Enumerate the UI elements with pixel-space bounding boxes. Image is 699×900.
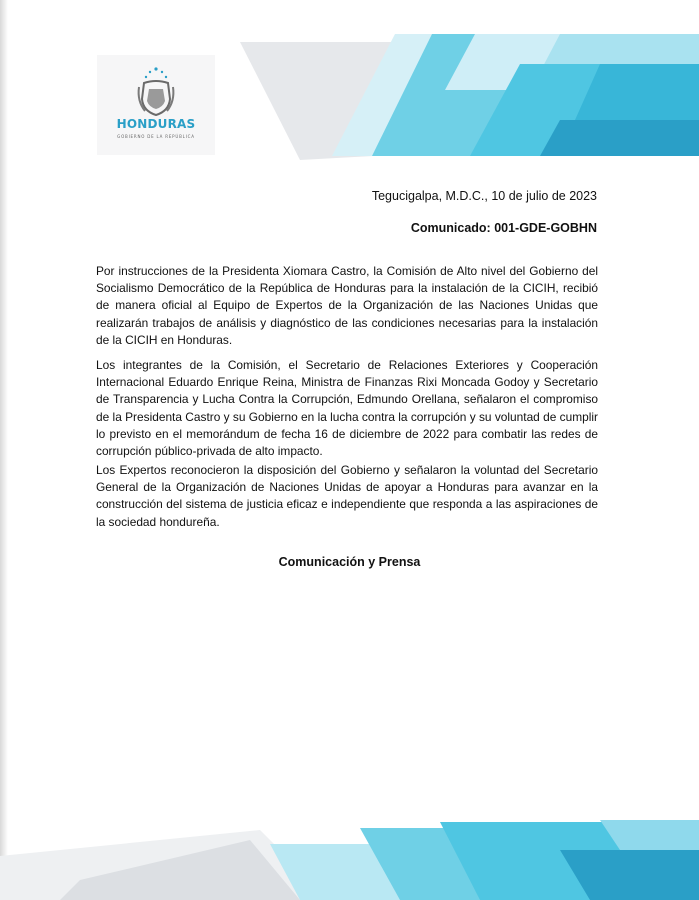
communique-reference: Comunicado: 001-GDE-GOBHN — [410, 221, 597, 235]
honduras-logo — [97, 55, 215, 155]
paragraph-2: Los integrantes de la Comisión, el Secretario de Relaciones Exteriores y Cooperación Internacional Eduardo Enrique Reina, Ministra de Finanzas Rixi Moncada Godoy y Secretario de Transparencia y Lucha Contra la Corrupción, Edmundo Orellana, señalaron el compromiso de la Presidenta Castro y su Gobierno en la lucha contra la corrupción y su voluntad de cumplir lo previsto en el memorándum de fecha 16 de diciembre de 2022 para combatir las redes de corrupción público-privada de alto impacto. — [96, 358, 598, 459]
paragraph-1: Por instrucciones de la Presidenta Xiomara Castro, la Comisión de Alto nivel del Gobierno del Socialismo Democrático de la República de Honduras para la instalación de la CICIH, recibió de manera oficial al Equipo de Expertos de la Organización de las Naciones Unidas que realizarán trabajos de análisis y diagnóstico de las condiciones necesarias para la instalación de la CICIH en Honduras. — [96, 264, 598, 347]
date-line: Tegucigalpa, M.D.C., 10 de julio de 2023 — [371, 189, 597, 203]
paragraph-3: Los Expertos reconocieron la disposición del Gobierno y señalaron la voluntad del Secretario General de la Organización de Naciones Unidas de apoyar a Honduras para avanzar en la construcción del sistema de justicia eficaz e independiente que responda a las aspiraciones de la sociedad hondureña. — [96, 463, 598, 529]
signature-line: Comunicación y Prensa — [278, 555, 421, 569]
logo-subtitle: GOBIERNO DE LA REPÚBLICA — [117, 134, 195, 139]
footer-decoration — [0, 820, 699, 900]
logo-wordmark: HONDURAS — [116, 117, 196, 131]
coat-of-arms-icon — [135, 65, 177, 123]
